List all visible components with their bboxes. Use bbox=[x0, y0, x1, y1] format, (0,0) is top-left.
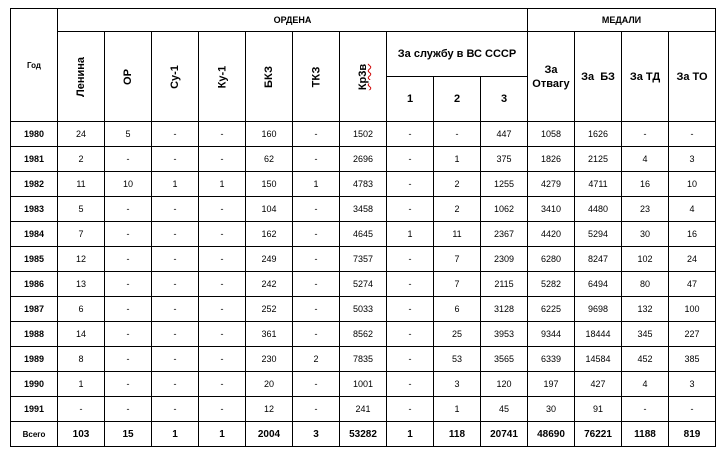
table-cell: - bbox=[387, 122, 434, 147]
medal-label: За БЗ bbox=[581, 70, 615, 83]
table-cell: - bbox=[669, 397, 716, 422]
table-cell: 10 bbox=[105, 172, 152, 197]
order-label: ОР bbox=[122, 68, 134, 85]
table-cell: - bbox=[105, 347, 152, 372]
table-row bbox=[11, 372, 716, 397]
table-cell: - bbox=[105, 322, 152, 347]
table-cell: - bbox=[58, 397, 105, 422]
total-label: Всего bbox=[11, 422, 58, 447]
year-cell: 1989 bbox=[11, 347, 58, 372]
medal-label: За ТД bbox=[629, 70, 661, 83]
total-cell: 53282 bbox=[340, 422, 387, 447]
table-cell: 6280 bbox=[528, 247, 575, 272]
table-cell: - bbox=[387, 197, 434, 222]
table-cell: - bbox=[152, 347, 199, 372]
table-cell: - bbox=[105, 297, 152, 322]
order-label: Ку-1 bbox=[216, 65, 228, 88]
table-cell: 6494 bbox=[575, 272, 622, 297]
table-cell: 5294 bbox=[575, 222, 622, 247]
table-cell: 2309 bbox=[481, 247, 528, 272]
total-cell: 76221 bbox=[575, 422, 622, 447]
year-cell: 1985 bbox=[11, 247, 58, 272]
table-cell: - bbox=[293, 147, 340, 172]
table-cell: 4279 bbox=[528, 172, 575, 197]
table-cell: 3 bbox=[669, 372, 716, 397]
table-cell: - bbox=[622, 122, 669, 147]
table-cell: 1062 bbox=[481, 197, 528, 222]
table-cell: 8562 bbox=[340, 322, 387, 347]
orders-group-label: ОРДЕНА bbox=[273, 15, 312, 25]
table-cell: - bbox=[293, 247, 340, 272]
table-cell: 345 bbox=[622, 322, 669, 347]
table-row bbox=[11, 222, 716, 247]
medals-group-label: МЕДАЛИ bbox=[601, 15, 642, 25]
table-cell: 9344 bbox=[528, 322, 575, 347]
medal-header-otvaga bbox=[528, 32, 575, 122]
table-cell: - bbox=[199, 197, 246, 222]
table-cell: 5282 bbox=[528, 272, 575, 297]
year-cell: 1986 bbox=[11, 272, 58, 297]
table-cell: - bbox=[152, 122, 199, 147]
table-cell: 2115 bbox=[481, 272, 528, 297]
table-cell: 7835 bbox=[340, 347, 387, 372]
table-row bbox=[11, 172, 716, 197]
table-cell: 11 bbox=[434, 222, 481, 247]
table-cell: 4 bbox=[622, 147, 669, 172]
table-cell: 14 bbox=[58, 322, 105, 347]
table-cell: 7357 bbox=[340, 247, 387, 272]
order-label: Су-1 bbox=[169, 64, 181, 89]
service-order-label: За службу в ВС СССР bbox=[397, 48, 517, 60]
total-cell: 3 bbox=[293, 422, 340, 447]
table-cell: - bbox=[105, 197, 152, 222]
total-cell: 15 bbox=[105, 422, 152, 447]
table-cell: 7 bbox=[58, 222, 105, 247]
table-cell: 20 bbox=[246, 372, 293, 397]
table-cell: 30 bbox=[528, 397, 575, 422]
total-row bbox=[11, 422, 716, 447]
year-cell: 1991 bbox=[11, 397, 58, 422]
table-cell: 6 bbox=[434, 297, 481, 322]
table-cell: 47 bbox=[669, 272, 716, 297]
service-degree-header bbox=[481, 77, 528, 122]
table-cell: - bbox=[434, 122, 481, 147]
table-cell: 249 bbox=[246, 247, 293, 272]
table-cell: 6 bbox=[58, 297, 105, 322]
table-cell: 2 bbox=[58, 147, 105, 172]
table-cell: 53 bbox=[434, 347, 481, 372]
table-cell: 3410 bbox=[528, 197, 575, 222]
year-cell: 1982 bbox=[11, 172, 58, 197]
table-cell: - bbox=[387, 297, 434, 322]
table-cell: 361 bbox=[246, 322, 293, 347]
table-row bbox=[11, 397, 716, 422]
table-cell: 230 bbox=[246, 347, 293, 372]
table-cell: - bbox=[152, 197, 199, 222]
table-cell: 3 bbox=[669, 147, 716, 172]
table-cell: 13 bbox=[58, 272, 105, 297]
table-cell: 5033 bbox=[340, 297, 387, 322]
table-cell: 7 bbox=[434, 247, 481, 272]
order-header-lenin bbox=[58, 32, 105, 122]
table-cell: - bbox=[152, 147, 199, 172]
table-cell: - bbox=[669, 122, 716, 147]
table-cell: 25 bbox=[434, 322, 481, 347]
degree-label: 1 bbox=[406, 93, 414, 105]
table-cell: 447 bbox=[481, 122, 528, 147]
table-cell: 1 bbox=[387, 222, 434, 247]
table-cell: 2 bbox=[434, 172, 481, 197]
table-cell: 100 bbox=[669, 297, 716, 322]
table-cell: 3458 bbox=[340, 197, 387, 222]
table-cell: - bbox=[199, 247, 246, 272]
table-cell: - bbox=[152, 322, 199, 347]
table-cell: - bbox=[152, 247, 199, 272]
table-cell: 3128 bbox=[481, 297, 528, 322]
table-cell: 252 bbox=[246, 297, 293, 322]
table-cell: 4645 bbox=[340, 222, 387, 247]
table-cell: 241 bbox=[340, 397, 387, 422]
table-cell: 3 bbox=[434, 372, 481, 397]
table-cell: 12 bbox=[58, 247, 105, 272]
total-cell: 20741 bbox=[481, 422, 528, 447]
service-order-header bbox=[387, 32, 528, 77]
total-cell: 48690 bbox=[528, 422, 575, 447]
table-cell: 1 bbox=[152, 172, 199, 197]
table-cell: - bbox=[105, 247, 152, 272]
table-cell: 1626 bbox=[575, 122, 622, 147]
total-cell: 103 bbox=[58, 422, 105, 447]
table-cell: - bbox=[293, 372, 340, 397]
table-cell: 4 bbox=[622, 372, 669, 397]
table-cell: - bbox=[105, 222, 152, 247]
table-cell: 132 bbox=[622, 297, 669, 322]
table-cell: - bbox=[152, 297, 199, 322]
medal-header-bz bbox=[575, 32, 622, 122]
total-cell: 1188 bbox=[622, 422, 669, 447]
table-cell: - bbox=[199, 272, 246, 297]
table-cell: 80 bbox=[622, 272, 669, 297]
orders-group-header bbox=[58, 9, 528, 32]
table-cell: 1255 bbox=[481, 172, 528, 197]
table-cell: - bbox=[293, 297, 340, 322]
table-cell: 227 bbox=[669, 322, 716, 347]
table-cell: 162 bbox=[246, 222, 293, 247]
year-header bbox=[11, 9, 58, 122]
table-cell: 150 bbox=[246, 172, 293, 197]
total-cell: 819 bbox=[669, 422, 716, 447]
table-cell: - bbox=[199, 122, 246, 147]
order-header-ku1 bbox=[199, 32, 246, 122]
table-cell: - bbox=[199, 347, 246, 372]
table-cell: 4711 bbox=[575, 172, 622, 197]
table-cell: - bbox=[152, 372, 199, 397]
medal-label: За ТО bbox=[676, 70, 708, 83]
total-cell: 1 bbox=[152, 422, 199, 447]
year-cell: 1990 bbox=[11, 372, 58, 397]
year-cell: 1987 bbox=[11, 297, 58, 322]
table-cell: - bbox=[199, 372, 246, 397]
table-cell: - bbox=[293, 122, 340, 147]
total-cell: 1 bbox=[387, 422, 434, 447]
table-cell: - bbox=[293, 272, 340, 297]
table-cell: 5 bbox=[105, 122, 152, 147]
table-cell: 4480 bbox=[575, 197, 622, 222]
table-cell: - bbox=[387, 247, 434, 272]
awards-table bbox=[10, 8, 716, 447]
order-header-or bbox=[105, 32, 152, 122]
order-label: Ленина bbox=[74, 56, 87, 97]
degree-label: 2 bbox=[453, 93, 461, 105]
order-label: Кр3в bbox=[356, 63, 369, 90]
table-cell: 10 bbox=[669, 172, 716, 197]
table-cell: - bbox=[199, 397, 246, 422]
degree-label: 3 bbox=[500, 93, 508, 105]
service-degree-header bbox=[387, 77, 434, 122]
header-columns-row bbox=[11, 32, 716, 77]
year-cell: 1980 bbox=[11, 122, 58, 147]
service-degree-header bbox=[434, 77, 481, 122]
year-header-label: Год bbox=[27, 61, 41, 70]
table-cell: 16 bbox=[669, 222, 716, 247]
table-cell: 24 bbox=[58, 122, 105, 147]
table-cell: 8 bbox=[58, 347, 105, 372]
table-cell: 160 bbox=[246, 122, 293, 147]
table-cell: - bbox=[387, 272, 434, 297]
table-cell: 30 bbox=[622, 222, 669, 247]
table-cell: 24 bbox=[669, 247, 716, 272]
table-cell: 1 bbox=[199, 172, 246, 197]
table-cell: 91 bbox=[575, 397, 622, 422]
table-cell: - bbox=[105, 147, 152, 172]
table-row bbox=[11, 322, 716, 347]
table-cell: - bbox=[387, 397, 434, 422]
table-cell: - bbox=[622, 397, 669, 422]
table-cell: - bbox=[152, 222, 199, 247]
table-cell: 1 bbox=[293, 172, 340, 197]
table-cell: 6339 bbox=[528, 347, 575, 372]
order-label: ТКЗ bbox=[309, 66, 322, 87]
table-cell: 375 bbox=[481, 147, 528, 172]
table-cell: 62 bbox=[246, 147, 293, 172]
table-cell: 427 bbox=[575, 372, 622, 397]
table-row bbox=[11, 147, 716, 172]
table-cell: 16 bbox=[622, 172, 669, 197]
table-cell: 2 bbox=[293, 347, 340, 372]
table-row bbox=[11, 297, 716, 322]
table-cell: 197 bbox=[528, 372, 575, 397]
table-cell: - bbox=[293, 397, 340, 422]
table-row bbox=[11, 247, 716, 272]
order-header-bkz bbox=[246, 32, 293, 122]
table-cell: - bbox=[105, 372, 152, 397]
total-cell: 2004 bbox=[246, 422, 293, 447]
table-cell: 4783 bbox=[340, 172, 387, 197]
table-cell: 11 bbox=[58, 172, 105, 197]
medal-header-td bbox=[622, 32, 669, 122]
table-cell: 1826 bbox=[528, 147, 575, 172]
year-cell: 1984 bbox=[11, 222, 58, 247]
table-cell: - bbox=[199, 147, 246, 172]
table-cell: 2125 bbox=[575, 147, 622, 172]
table-cell: - bbox=[293, 197, 340, 222]
table-cell: 4420 bbox=[528, 222, 575, 247]
order-label: БКЗ bbox=[262, 65, 275, 88]
table-cell: - bbox=[199, 322, 246, 347]
medal-header-to bbox=[669, 32, 716, 122]
table-cell: - bbox=[293, 222, 340, 247]
medal-label: За Отвагу bbox=[532, 63, 570, 90]
table-cell: - bbox=[152, 272, 199, 297]
table-cell: 12 bbox=[246, 397, 293, 422]
total-cell: 1 bbox=[199, 422, 246, 447]
table-cell: 1058 bbox=[528, 122, 575, 147]
medals-group-header bbox=[528, 9, 716, 32]
table-cell: - bbox=[387, 172, 434, 197]
year-cell: 1981 bbox=[11, 147, 58, 172]
table-cell: - bbox=[105, 397, 152, 422]
table-cell: 5 bbox=[58, 197, 105, 222]
table-cell: 120 bbox=[481, 372, 528, 397]
table-cell: 1502 bbox=[340, 122, 387, 147]
table-cell: 102 bbox=[622, 247, 669, 272]
table-row bbox=[11, 197, 716, 222]
table-cell: 3953 bbox=[481, 322, 528, 347]
table-cell: - bbox=[199, 297, 246, 322]
table-row bbox=[11, 347, 716, 372]
table-cell: 8247 bbox=[575, 247, 622, 272]
table-cell: 2367 bbox=[481, 222, 528, 247]
table-cell: - bbox=[199, 222, 246, 247]
total-cell: 118 bbox=[434, 422, 481, 447]
table-cell: 6225 bbox=[528, 297, 575, 322]
table-cell: - bbox=[387, 372, 434, 397]
year-cell: 1988 bbox=[11, 322, 58, 347]
table-cell: - bbox=[293, 322, 340, 347]
table-cell: 7 bbox=[434, 272, 481, 297]
table-cell: 1 bbox=[434, 147, 481, 172]
table-cell: 1 bbox=[58, 372, 105, 397]
table-cell: 452 bbox=[622, 347, 669, 372]
order-header-tkz bbox=[293, 32, 340, 122]
order-header-kr3v bbox=[340, 32, 387, 122]
table-cell: 2 bbox=[434, 197, 481, 222]
table-cell: 14584 bbox=[575, 347, 622, 372]
table-row bbox=[11, 272, 716, 297]
table-cell: 385 bbox=[669, 347, 716, 372]
order-header-su1 bbox=[152, 32, 199, 122]
table-cell: - bbox=[387, 347, 434, 372]
table-row bbox=[11, 122, 716, 147]
table-cell: 104 bbox=[246, 197, 293, 222]
table-cell: 9698 bbox=[575, 297, 622, 322]
table-cell: 18444 bbox=[575, 322, 622, 347]
table-cell: 1 bbox=[434, 397, 481, 422]
table-cell: - bbox=[152, 397, 199, 422]
table-cell: 2696 bbox=[340, 147, 387, 172]
table-cell: 5274 bbox=[340, 272, 387, 297]
table-cell: 23 bbox=[622, 197, 669, 222]
table-cell: - bbox=[387, 147, 434, 172]
header-group-row bbox=[11, 9, 716, 32]
table-cell: 1001 bbox=[340, 372, 387, 397]
table-cell: 3565 bbox=[481, 347, 528, 372]
table-cell: 242 bbox=[246, 272, 293, 297]
table-cell: 45 bbox=[481, 397, 528, 422]
year-cell: 1983 bbox=[11, 197, 58, 222]
table-cell: - bbox=[105, 272, 152, 297]
table-cell: - bbox=[387, 322, 434, 347]
table-cell: 4 bbox=[669, 197, 716, 222]
